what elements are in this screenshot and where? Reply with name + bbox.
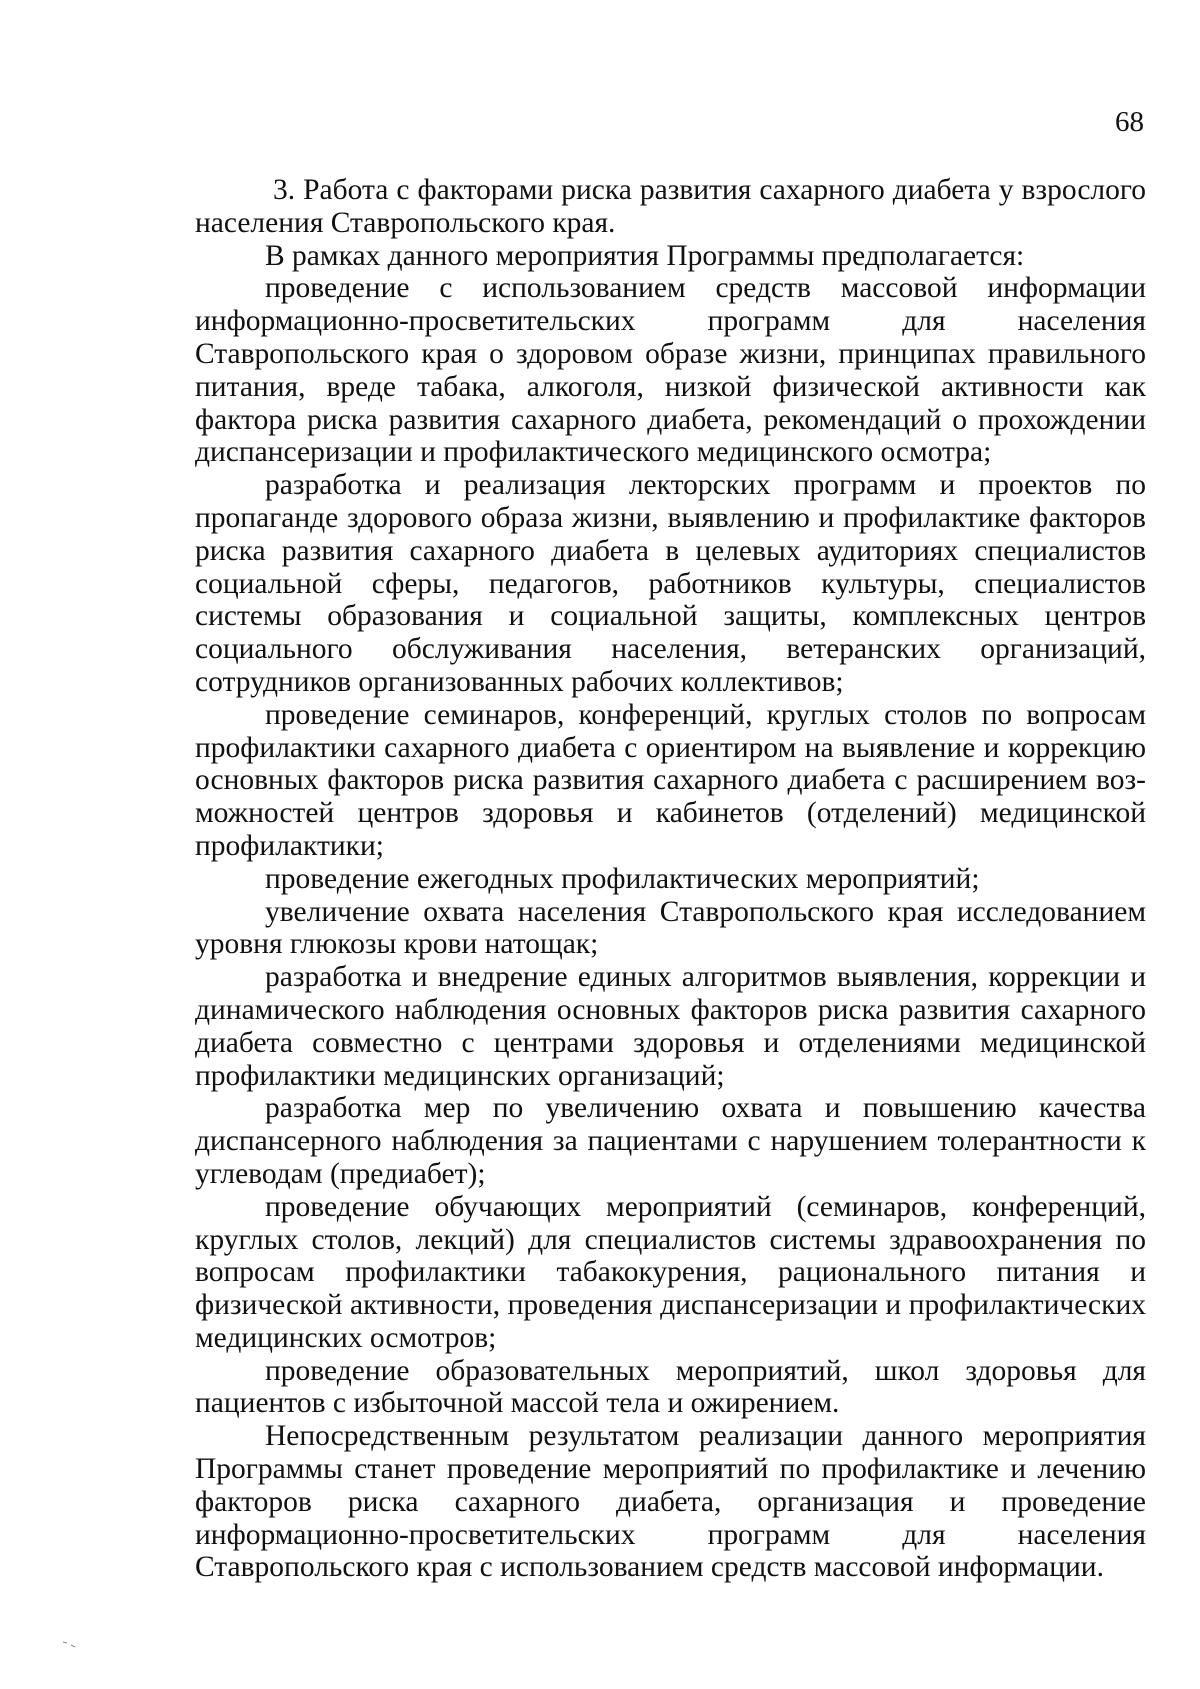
section-intro: В рамках данного мероприятия Программы предполагается: (265, 239, 1025, 272)
list-item: разработка и внедрение единых алгоритмов выявления, коррекции и динамического наблюдения основных факторов риска развития сахарного диабета совместно с центрами здоровья и отделениями медицинской профилактики медицинских организаций; (195, 961, 1146, 1092)
list-item: разработка и реализация лекторских программ и проектов по пропаганде здорового образа жизни, выявлению и профилактике факторов риска развития сахарного диабета в целевых аудиториях специалистов социальной сферы, педагогов, работников культуры, специалистов системы образования и социальной защиты, комплексных центров социального обслуживания населения, ветеранских организаций, сотрудников организованных рабочих коллективов; (195, 469, 1146, 698)
section-heading: 3. Работа с факторами риска развития сахарного диабета у взрослого населения Ставропольского края. (195, 174, 1146, 239)
list-item: проведение образовательных мероприятий, школ здоровья для пациентов с избыточной массой тела и ожирением. (195, 1354, 1146, 1420)
page-number: 68 (1115, 106, 1144, 138)
list-item: разработка мер по увеличению охвата и повышению качества диспансерного наблюдения за пациентами с нарушением толерантности к углеводам (предиабет); (195, 1092, 1146, 1190)
list-item: проведение с использованием средств массовой информации информационно-просветительских программ для населения Ставропольского края о здоровом образе жизни, принципах правильного питания, вреде табака, алкоголя, низкой физической активности как фактора риска развития сахарного диабета, рекомендаций о прохождении диспансеризации и профилактического медицинского осмотра; (195, 272, 1146, 469)
section-body (195, 174, 1146, 1584)
section-conclusion: Непосредственным результатом реализации данного мероприятия Программы станет проведение мероприятий по профилактике и лечению факторов риска сахарного диабета, организация и проведение информационно-просветительских программ для населения Ставропольского края с использованием средств массовой информации. (195, 1420, 1146, 1584)
list-item: увеличение охвата населения Ставропольского края исследованием уровня глюкозы крови натощак; (195, 895, 1146, 961)
list-item: проведение ежегодных профилактических мероприятий; (265, 862, 980, 895)
list-item: проведение семинаров, конференций, круглых столов по вопросам профилактики сахарного диабета с ориентиром на выявление и коррекцию основных факторов риска развития сахарного диабета с расширением возможностей центров здоровья и кабинетов (отделений) медицинской профилактики; (195, 698, 1146, 862)
scan-speck-icon (62, 1640, 78, 1648)
list-item: проведение обучающих мероприятий (семинаров, конференций, круглых столов, лекций) для специалистов системы здравоохранения по вопросам профилактики табакокурения, рационального питания и физической активности, проведения диспансеризации и профилактических медицинских осмотров; (195, 1190, 1146, 1354)
